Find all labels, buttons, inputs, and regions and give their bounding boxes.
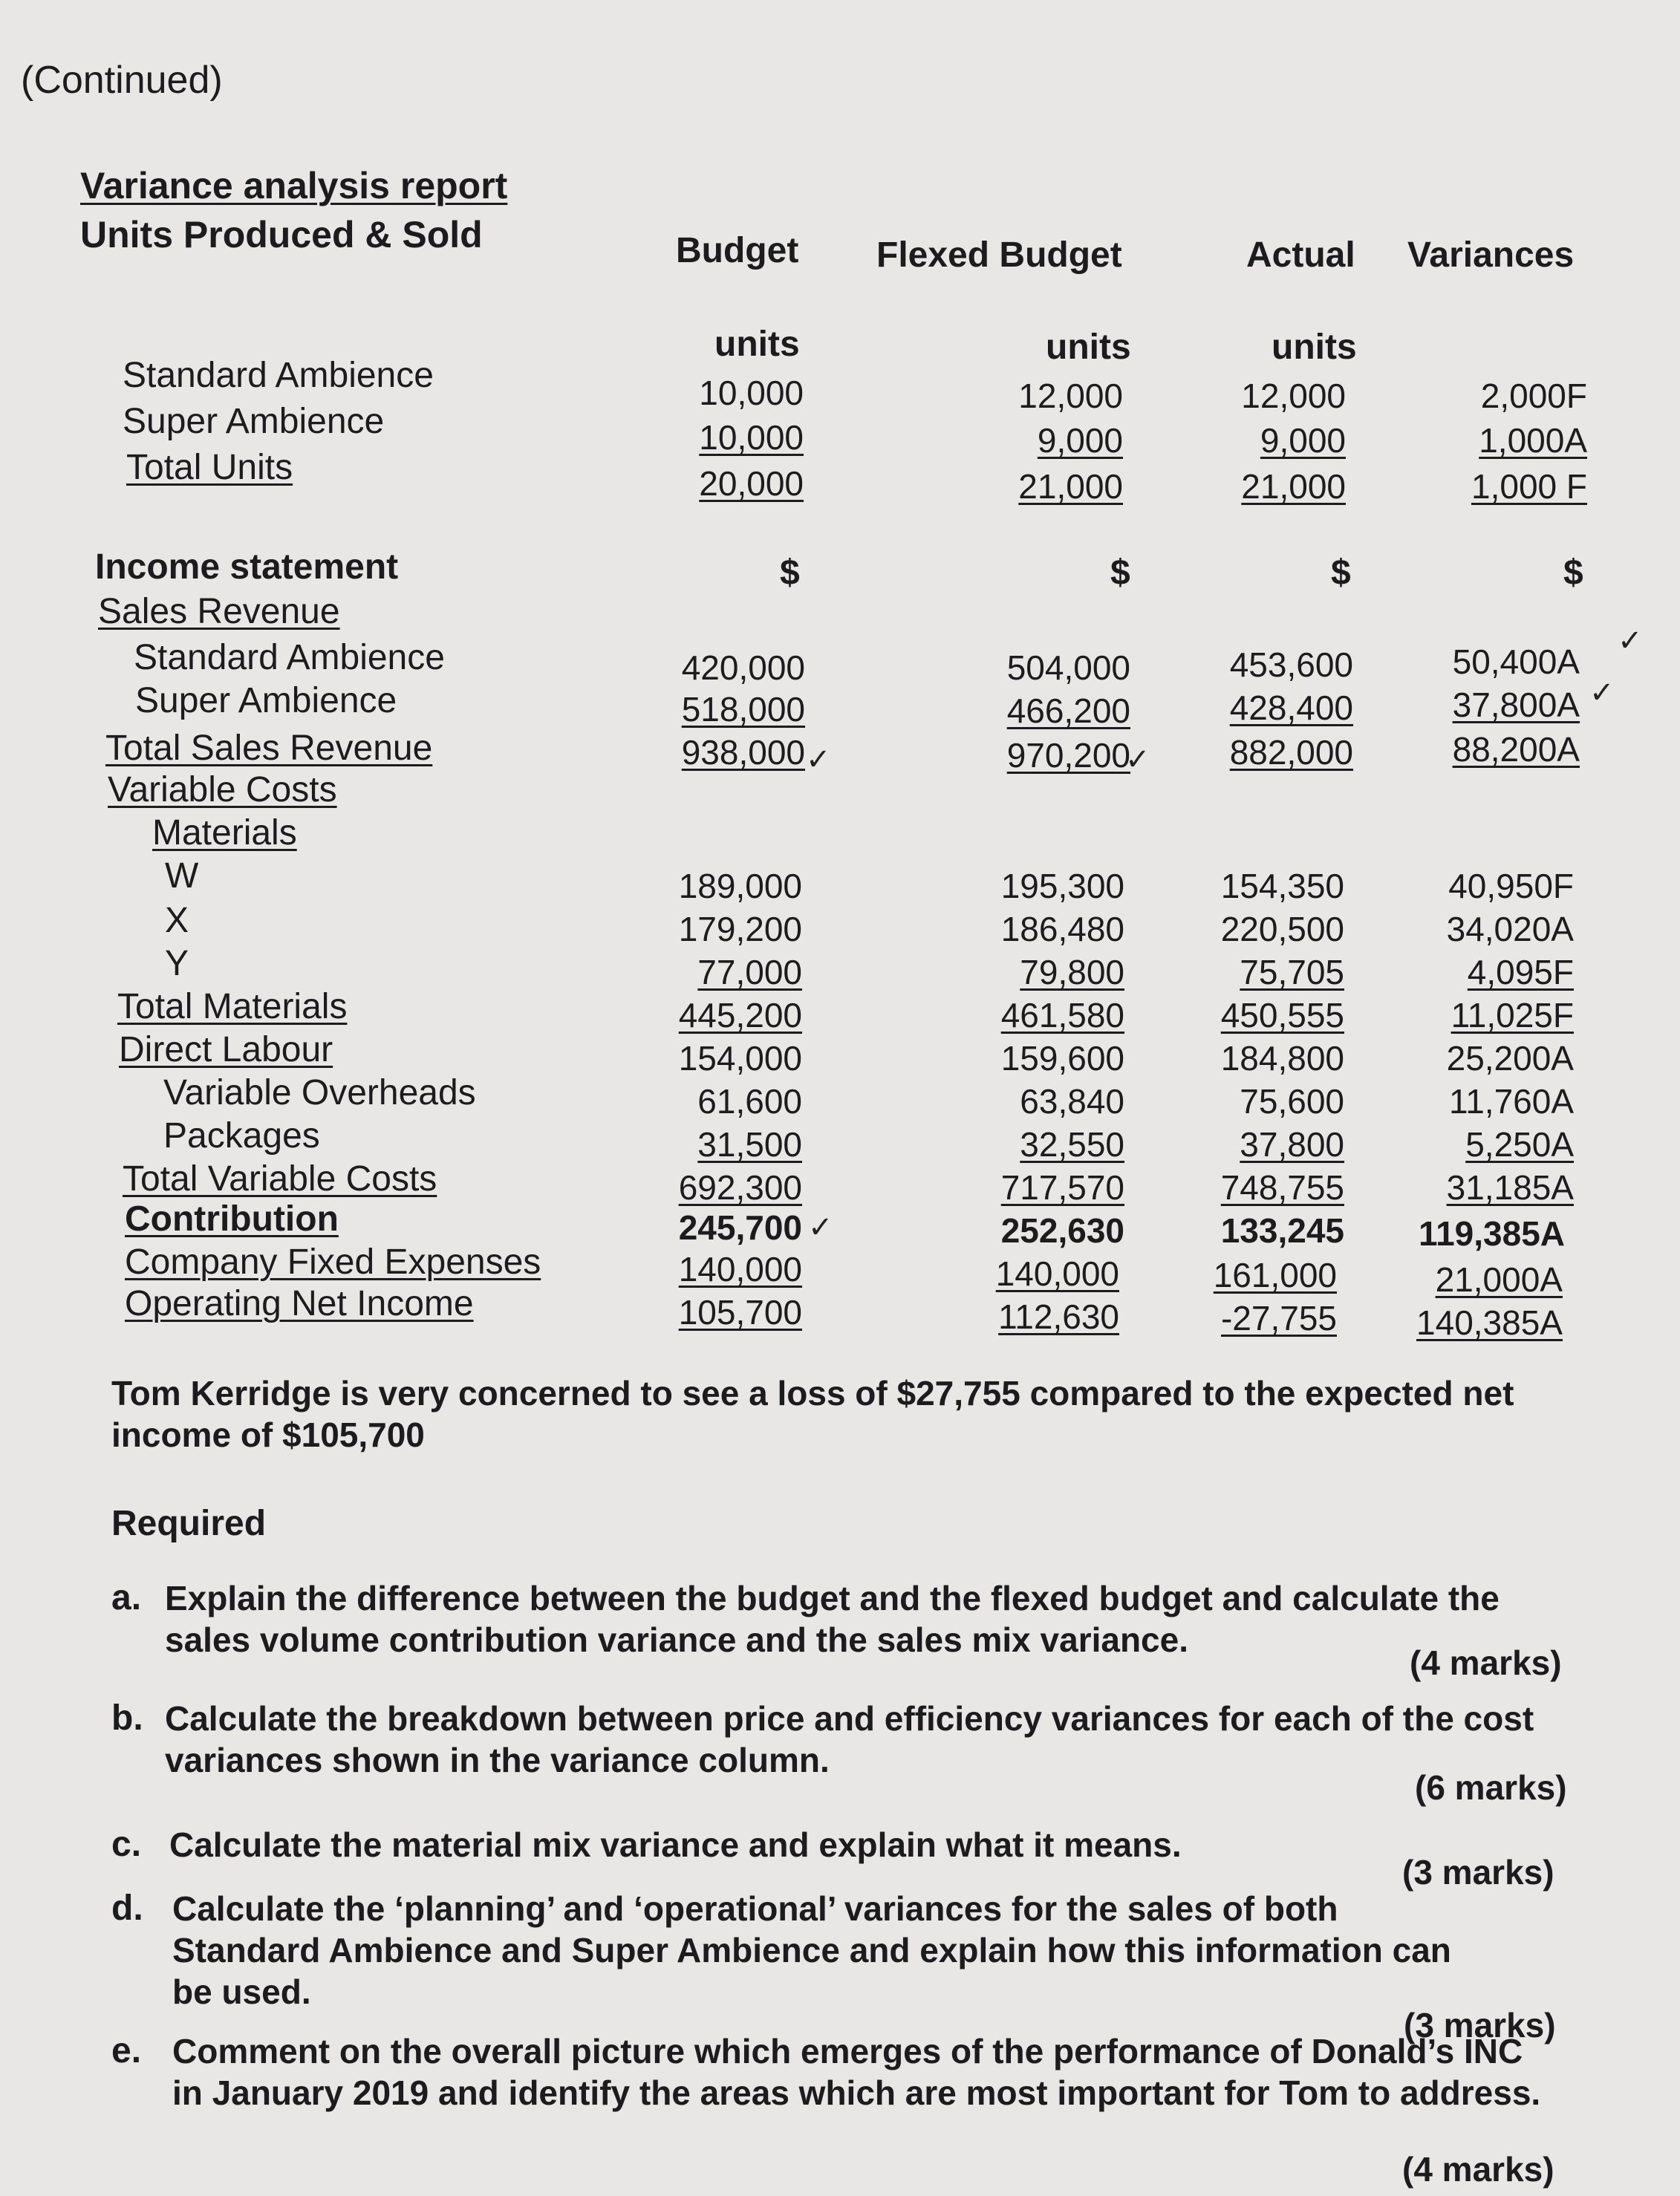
col-header-actual: Actual [1246,235,1355,275]
currency-symbol: $ [1331,553,1351,593]
question-marks: (6 marks) [1415,1768,1567,1807]
units-row-label: Total Units [126,448,293,487]
cost-row-label: X [165,901,189,940]
cost-value: 140,000 [678,1250,802,1288]
check-mark-icon: ✓ [1618,625,1643,657]
question-letter: a. [111,1578,142,1617]
report-subtitle: Units Produced & Sold [80,214,483,255]
question-marks: (4 marks) [1410,1643,1562,1682]
col-header-budget: Budget [676,231,799,270]
note-paragraph: Tom Kerridge is very concerned to see a loss of $27,755 compared to the expected net income of $105,700 [111,1374,1514,1454]
cost-value: 112,630 [998,1297,1119,1336]
sales-value: 970,200 [1006,736,1130,775]
cost-value: 133,245 [1220,1211,1344,1250]
cost-row-label: Total Variable Costs [123,1159,437,1199]
materials-heading: Materials [152,813,297,853]
cost-value: 692,300 [678,1168,802,1207]
cost-value: 189,000 [678,867,802,905]
sales-row-label: Total Sales Revenue [105,729,433,768]
units-label-actual: units [1272,328,1357,367]
units-value: 9,000 [1260,421,1346,460]
question-text: Calculate the breakdown between price and efficiency variances for each of the cost variances shown in the variance column. [165,1699,1534,1779]
cost-row-label: W [165,856,199,896]
cost-row-label: Contribution [125,1199,339,1239]
units-value: 12,000 [1241,377,1346,415]
sales-value: 938,000 [681,733,805,772]
sales-value: 428,400 [1229,688,1353,727]
cost-value: 63,840 [1020,1082,1124,1121]
cost-value: 161,000 [1213,1256,1337,1294]
required-heading: Required [111,1504,267,1543]
variable-costs-heading: Variable Costs [108,770,337,809]
cost-value: 61,600 [697,1082,802,1121]
report-title: Variance analysis report [80,165,508,206]
cost-value: 79,800 [1020,953,1124,991]
question-letter: c. [111,1825,142,1864]
col-header-variances: Variances [1407,235,1575,275]
cost-variance: 11,760A [1449,1082,1574,1121]
units-value: 21,000 [1241,467,1346,506]
sales-value: 453,600 [1229,645,1353,684]
cost-variance: 119,385A [1419,1214,1565,1253]
cost-value: 220,500 [1220,910,1344,948]
cost-value: 445,200 [678,996,802,1035]
sales-value: 504,000 [1006,648,1130,687]
question-letter: d. [111,1889,143,1928]
cost-variance: 4,095F [1467,953,1574,991]
cost-row-label: Operating Net Income [125,1284,474,1323]
cost-row-label: Y [165,944,189,983]
cost-variance: 21,000A [1435,1260,1563,1299]
cost-value: 31,500 [697,1125,802,1164]
units-variance: 1,000 F [1471,467,1587,506]
question-letter: b. [111,1698,143,1738]
units-label-budget: units [714,325,800,364]
sales-value: 882,000 [1229,733,1353,772]
cost-value: 154,350 [1220,867,1344,905]
cost-row-label: Direct Labour [119,1030,333,1069]
units-row-label: Super Ambience [123,402,385,441]
cost-value: 179,200 [678,910,802,948]
cost-row-label: Total Materials [117,987,348,1026]
question-text: Calculate the material mix variance and explain what it means. [169,1825,1182,1864]
units-value: 21,000 [1018,467,1123,506]
cost-value: 159,600 [1000,1039,1124,1078]
sales-revenue-heading: Sales Revenue [98,592,340,631]
question-marks: (3 marks) [1404,2006,1556,2045]
cost-value: 37,800 [1240,1125,1344,1164]
cost-value: 75,600 [1240,1082,1344,1121]
units-value: 10,000 [699,374,804,412]
cost-value: 748,755 [1220,1168,1344,1207]
question-text: Explain the difference between the budget and the flexed budget and calculate the sales volume contribution variance and the sales mix variance. [165,1579,1500,1659]
units-value: 9,000 [1037,421,1123,460]
cost-value: 184,800 [1220,1039,1344,1078]
cost-value: 717,570 [1000,1168,1124,1207]
check-mark-icon: ✓ [808,1211,833,1244]
units-row-label: Standard Ambience [123,356,434,395]
question-text: Comment on the overall picture which emerges of the performance of Donald’s INC in January 2019 and identify the areas which are most important for Tom to address. [172,2032,1541,2112]
cost-value: 32,550 [1020,1125,1124,1164]
cost-variance: 31,185A [1446,1168,1574,1207]
check-mark-icon: ✓ [1125,743,1150,776]
cost-value: -27,755 [1220,1299,1337,1338]
sales-variance: 88,200A [1452,730,1580,769]
sales-row-label: Super Ambience [135,681,397,720]
cost-variance: 140,385A [1416,1303,1563,1342]
cost-value: 450,555 [1220,996,1344,1035]
question-marks: (3 marks) [1402,1853,1554,1892]
cost-variance: 40,950F [1448,867,1574,905]
sales-value: 518,000 [681,690,805,729]
cost-value: 195,300 [1000,867,1124,905]
sales-variance: 50,400A [1452,642,1580,681]
cost-row-label: Packages [163,1116,320,1156]
cost-variance: 5,250A [1465,1125,1574,1164]
check-mark-icon: ✓ [1589,677,1615,709]
units-variance: 2,000F [1480,377,1587,415]
cost-value: 245,700 [678,1208,802,1247]
currency-symbol: $ [780,553,800,593]
cost-value: 140,000 [995,1254,1119,1293]
cost-value: 252,630 [1000,1211,1124,1250]
cost-value: 75,705 [1240,953,1344,991]
cost-value: 77,000 [697,953,802,991]
currency-symbol: $ [1563,553,1583,593]
question-marks: (4 marks) [1402,2150,1554,2189]
cost-variance: 11,025F [1451,996,1574,1035]
units-variance: 1,000A [1479,421,1587,460]
cost-variance: 25,200A [1446,1039,1574,1078]
income-statement-heading: Income statement [95,547,399,587]
question-text: Calculate the ‘planning’ and ‘operational’ variances for the sales of both Standard Ambience and Super Ambience and explain how this information can be used. [172,1889,1451,2011]
sales-value: 466,200 [1006,691,1130,730]
cost-row-label: Company Fixed Expenses [125,1242,541,1282]
currency-symbol: $ [1110,553,1130,593]
question-letter: e. [111,2031,142,2070]
units-value: 20,000 [699,464,804,503]
col-header-flexed: Flexed Budget [876,235,1122,275]
sales-variance: 37,800A [1452,685,1580,724]
continued-label: (Continued) [21,59,223,102]
check-mark-icon: ✓ [806,743,831,776]
cost-value: 154,000 [678,1039,802,1078]
sales-row-label: Standard Ambience [134,638,445,677]
cost-row-label: Variable Overheads [163,1073,476,1112]
units-label-flexed: units [1046,328,1131,367]
cost-value: 105,700 [678,1293,802,1332]
units-value: 12,000 [1018,377,1123,415]
cost-value: 461,580 [1000,996,1124,1035]
cost-variance: 34,020A [1446,910,1574,948]
cost-value: 186,480 [1000,910,1124,948]
sales-value: 420,000 [681,648,805,687]
units-value: 10,000 [699,418,804,457]
